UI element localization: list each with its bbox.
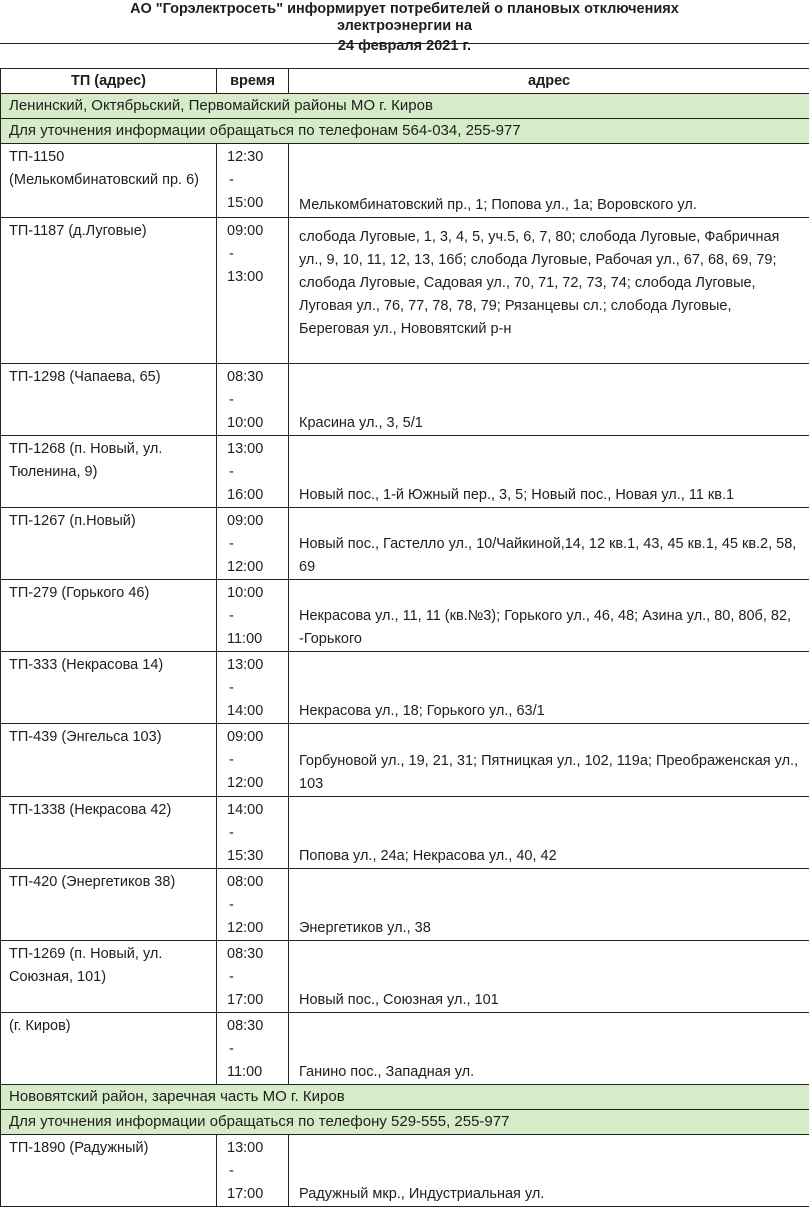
time-start: 08:30 xyxy=(227,369,263,385)
time-cell xyxy=(217,364,289,436)
time-dash: - xyxy=(227,246,234,262)
table-header-row xyxy=(1,69,809,94)
time-start: 10:00 xyxy=(227,585,263,601)
time-cell xyxy=(217,797,289,869)
contact-label: Для уточнения информации обращаться по телефону 529-555, 255-977 xyxy=(1,1110,809,1135)
time-end: 13:00 xyxy=(227,269,263,285)
time-end: 17:00 xyxy=(227,1186,263,1202)
table-row xyxy=(1,652,809,724)
table-row xyxy=(1,144,809,218)
time-dash: - xyxy=(227,825,234,841)
table-row xyxy=(1,1135,809,1207)
time-start: 09:00 xyxy=(227,513,263,529)
column-header-time: время xyxy=(217,69,289,94)
time-cell xyxy=(217,1135,289,1207)
time-start: 08:30 xyxy=(227,1018,263,1034)
title-line-2: электроэнергии на xyxy=(0,18,809,35)
time-dash: - xyxy=(227,897,234,913)
time-dash: - xyxy=(227,752,234,768)
time-start: 13:00 xyxy=(227,1140,263,1156)
time-cell xyxy=(217,436,289,508)
table-row xyxy=(1,797,809,869)
table-row xyxy=(1,1013,809,1085)
time-end: 14:00 xyxy=(227,703,263,719)
divider xyxy=(0,43,809,44)
column-header-tp: ТП (адрес) xyxy=(1,69,217,94)
time-dash: - xyxy=(227,392,234,408)
table-row xyxy=(1,364,809,436)
title-date: 24 февраля 2021 г. xyxy=(0,38,809,55)
time-start: 13:00 xyxy=(227,441,263,457)
outage-schedule-table xyxy=(0,68,809,1207)
district-label: Нововятский район, заречная часть МО г. Киров xyxy=(1,1085,809,1110)
tp-cell: ТП-1268 (п. Новый, ул. Тюленина, 9) xyxy=(1,436,217,508)
time-end: 17:00 xyxy=(227,992,263,1008)
address-cell: слобода Луговые, 1, 3, 4, 5, уч.5, 6, 7, 80; слобода Луговые, Фабричная ул., 9, 10, 11, 12, 13, 16б; слобода Луговые, Рабочая ул., 67, 68, 69, 79; слобода Луговые, Садовая ул., 70, 71, 72, 73, 74; слобода Луговые, Луговая ул., 76, 77, 78, 78, 79; Рязанцевы сл.; слобода Луговые, Береговая ул., Нововятский р-н xyxy=(289,218,809,364)
time-cell xyxy=(217,580,289,652)
time-dash: - xyxy=(227,680,234,696)
time-end: 15:00 xyxy=(227,195,263,211)
address-cell: Некрасова ул., 18; Горького ул., 63/1 xyxy=(289,652,809,724)
time-dash: - xyxy=(227,536,234,552)
time-end: 12:00 xyxy=(227,920,263,936)
time-cell xyxy=(217,869,289,941)
title-line-1: АО "Горэлектросеть" информирует потребителей о плановых отключениях xyxy=(0,0,809,18)
time-dash: - xyxy=(227,1041,234,1057)
tp-cell: ТП-333 (Некрасова 14) xyxy=(1,652,217,724)
address-cell: Радужный мкр., Индустриальная ул. xyxy=(289,1135,809,1207)
address-cell: Горбуновой ул., 19, 21, 31; Пятницкая ул., 102, 119а; Преображенская ул., 103 xyxy=(289,724,809,797)
tp-cell: ТП-1150 (Мелькомбинатовский пр. 6) xyxy=(1,144,217,218)
tp-cell: ТП-1890 (Радужный) xyxy=(1,1135,217,1207)
table-row xyxy=(1,508,809,580)
time-cell xyxy=(217,941,289,1013)
time-start: 09:00 xyxy=(227,729,263,745)
time-end: 11:00 xyxy=(227,631,262,647)
table-row xyxy=(1,436,809,508)
table-row xyxy=(1,580,809,652)
time-cell xyxy=(217,1013,289,1085)
time-dash: - xyxy=(227,969,234,985)
contact-row xyxy=(1,1110,809,1135)
table-row xyxy=(1,941,809,1013)
table-row xyxy=(1,724,809,797)
tp-cell: ТП-279 (Горького 46) xyxy=(1,580,217,652)
time-start: 14:00 xyxy=(227,802,263,818)
tp-cell: ТП-1269 (п. Новый, ул. Союзная, 101) xyxy=(1,941,217,1013)
district-row xyxy=(1,1085,809,1110)
time-start: 13:00 xyxy=(227,657,263,673)
tp-cell: (г. Киров) xyxy=(1,1013,217,1085)
column-header-address: адрес xyxy=(289,69,809,94)
tp-cell: ТП-1298 (Чапаева, 65) xyxy=(1,364,217,436)
address-cell: Энергетиков ул., 38 xyxy=(289,869,809,941)
contact-label: Для уточнения информации обращаться по телефонам 564-034, 255-977 xyxy=(1,119,809,144)
notice-title xyxy=(0,0,809,66)
tp-cell: ТП-1187 (д.Луговые) xyxy=(1,218,217,364)
time-end: 12:00 xyxy=(227,559,263,575)
time-start: 09:00 xyxy=(227,223,263,239)
address-cell: Некрасова ул., 11, 11 (кв.№3); Горького ул., 46, 48; Азина ул., 80, 80б, 82, -Горького xyxy=(289,580,809,652)
time-end: 11:00 xyxy=(227,1064,262,1080)
time-start: 12:30 xyxy=(227,149,263,165)
time-cell xyxy=(217,218,289,364)
time-end: 10:00 xyxy=(227,415,263,431)
time-end: 16:00 xyxy=(227,487,263,503)
address-cell: Новый пос., 1-й Южный пер., 3, 5; Новый пос., Новая ул., 11 кв.1 xyxy=(289,436,809,508)
tp-cell: ТП-420 (Энергетиков 38) xyxy=(1,869,217,941)
time-dash: - xyxy=(227,608,234,624)
table-row xyxy=(1,218,809,364)
time-start: 08:30 xyxy=(227,946,263,962)
time-end: 15:30 xyxy=(227,848,263,864)
time-dash: - xyxy=(227,1163,234,1179)
table-row xyxy=(1,869,809,941)
time-dash: - xyxy=(227,464,234,480)
address-cell: Попова ул., 24а; Некрасова ул., 40, 42 xyxy=(289,797,809,869)
time-cell xyxy=(217,724,289,797)
address-cell: Мелькомбинатовский пр., 1; Попова ул., 1а; Воровского ул. xyxy=(289,144,809,218)
tp-cell: ТП-1338 (Некрасова 42) xyxy=(1,797,217,869)
time-cell xyxy=(217,652,289,724)
tp-cell: ТП-1267 (п.Новый) xyxy=(1,508,217,580)
address-cell: Ганино пос., Западная ул. xyxy=(289,1013,809,1085)
address-cell: Новый пос., Союзная ул., 101 xyxy=(289,941,809,1013)
time-dash: - xyxy=(227,172,234,188)
tp-cell: ТП-439 (Энгельса 103) xyxy=(1,724,217,797)
time-start: 08:00 xyxy=(227,874,263,890)
contact-row xyxy=(1,119,809,144)
address-cell: Новый пос., Гастелло ул., 10/Чайкиной,14, 12 кв.1, 43, 45 кв.1, 45 кв.2, 58, 69 xyxy=(289,508,809,580)
time-cell xyxy=(217,144,289,218)
address-cell: Красина ул., 3, 5/1 xyxy=(289,364,809,436)
time-end: 12:00 xyxy=(227,775,263,791)
district-label: Ленинский, Октябрьский, Первомайский районы МО г. Киров xyxy=(1,94,809,119)
time-cell xyxy=(217,508,289,580)
district-row xyxy=(1,94,809,119)
